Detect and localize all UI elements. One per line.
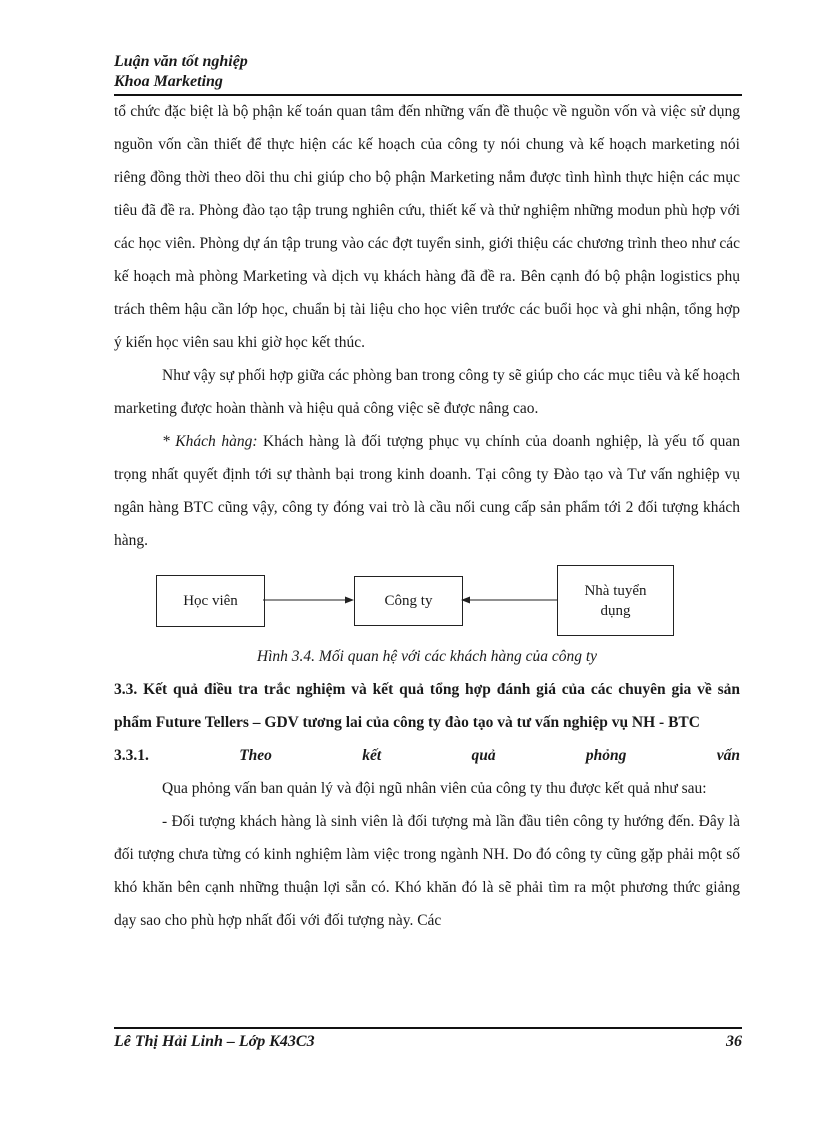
customers-label: * Khách hàng: [162,433,258,450]
paragraph-students: - Đối tượng khách hàng là sinh viên là đối tượng mà lần đầu tiên công ty hướng đến. Đây là đối tượng chưa từng có kinh nghiệm làm việc trong ngành NH. Do đó công ty cũng gặp phải một số khó khăn bên cạnh những thuận lợi sẵn có. Khó khăn đó là sẽ phải tìm ra một phương thức giảng dạy sao cho phù hợp nhất đối với đối tượng này. Các [114,813,740,929]
arrow-head-right [345,597,354,604]
subsection-number: 3.3.1. [114,747,149,764]
customers-text: Khách hàng là đối tượng phục vụ chính của doanh nghiệp, là yếu tố quan trọng nhất quyết định tới sự thành bại trong kinh doanh. Tại công ty Đào tạo và Tư vấn nghiệp vụ ngân hàng BTC cũng vậy, công ty đóng vai trò là cầu nối cung cấp sản phẩm tới 2 đối tượng khách hàng. [114,433,740,549]
paragraph-line: dịch vụ khách hàng đã đề ra. Bên cạnh đó bộ phận logistics phụ trách thêm hậu cần lớp [114,268,740,318]
box-company: Công ty [354,576,463,626]
paragraph-departments [114,95,740,359]
box-employers: Nhà tuyển dụng [557,565,674,636]
paragraph-interview: Qua phỏng vấn ban quản lý và đội ngũ nhân viên của công ty thu được kết quả như sau: [162,780,707,797]
paragraph-line: việc sử dụng nguồn vốn cần thiết để thực hiện các kế hoạch của công ty nói chung và kế [114,103,740,153]
paragraph-line: học, chuẩn bị tài liệu cho học viên trước các buổi học và ghi nhận, tổng hợp ý kiến học [114,301,740,351]
paragraph-line: kế và thử nghiệm những modun phù hợp với các học viên. Phòng dự án tập trung vào các [114,202,740,252]
customer-relationship-diagram [114,557,740,669]
subsection-heading: 3.3.1. Theo kết quả phỏng vấn [114,739,740,772]
paragraph-customers [114,425,740,557]
figure-caption: Hình 3.4. Mối quan hệ với các khách hàng của công ty [256,648,598,665]
footer-author: Lê Thị Hải Linh – Lớp K43C3 [114,1033,315,1050]
page-footer [114,1033,742,1051]
paragraph-line: tổ chức đặc biệt là bộ phận kế toán quan tâm đến những vấn đề thuộc về nguồn vốn và [114,103,661,120]
page-number: 36 [726,1033,742,1050]
paragraph-line: hoạch marketing nói riêng đồng thời theo dõi thu chi giúp cho bộ phận Marketing nắm [114,136,740,186]
page-header [114,52,742,92]
header-thesis-title: Luận văn tốt nghiệp [114,53,248,70]
paragraph-line: viên sau khi giờ học kết thúc. [182,334,365,351]
footer-rule [114,1027,742,1029]
header-faculty: Khoa Marketing [114,73,223,90]
section-heading: 3.3. Kết quả điều tra trắc nghiệm và kết quả tổng hợp đánh giá của các chuyên gia về sản phẩm Future Tellers – GDV tương lai của công ty đào tạo và tư vấn nghiệp vụ NH - BTC [114,681,740,731]
paragraph-coordination: Như vậy sự phối hợp giữa các phòng ban trong công ty sẽ giúp cho các mục tiêu và kế hoạch marketing được hoàn thành và hiệu quả công việc sẽ được nâng cao. [114,367,740,417]
box-students: Học viên [156,575,265,627]
page-body [114,95,740,937]
paragraph-line: được tình hình thực hiện các mục tiêu đã đề ra. Phòng đào tạo tập trung nghiên cứu, thiết [114,169,740,219]
paragraph-line: đợt tuyển sinh, giới thiệu các chương trình theo như các kế hoạch mà phòng Marketing và [114,235,741,285]
